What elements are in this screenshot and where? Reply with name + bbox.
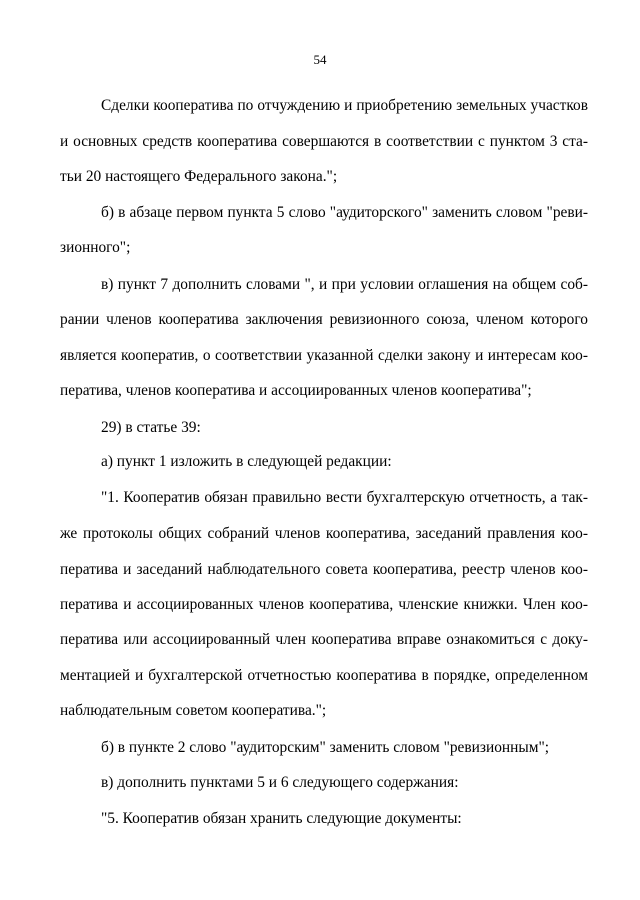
text-line: ператива и заседаний наблюдательного совета кооператива, реестр членов коо-: [60, 561, 588, 578]
text-line: и основных средств кооператива совершаются в соответствии с пунктом 3 ста-: [60, 133, 588, 150]
text-line: "1. Кооператив обязан правильно вести бухгалтерскую отчетность, а так-: [101, 489, 588, 506]
text-line: Сделки кооператива по отчуждению и приобретению земельных участков: [101, 97, 588, 114]
text-line: "5. Кооператив обязан хранить следующие документы:: [101, 810, 462, 827]
text-line: в) пункт 7 дополнить словами ", и при условии оглашения на общем соб-: [101, 276, 588, 293]
text-line: наблюдательным советом кооператива.";: [60, 702, 327, 719]
text-line: тьи 20 настоящего Федерального закона.";: [60, 168, 338, 185]
text-line: ператива, членов кооператива и ассоциированных членов кооператива";: [60, 382, 532, 399]
text-line: а) пункт 1 изложить в следующей редакции:: [101, 453, 392, 470]
text-line: в) дополнить пунктами 5 и 6 следующего содержания:: [101, 774, 459, 791]
text-line: ператива и ассоциированных членов кооператива, членские книжки. Член коо-: [60, 596, 588, 613]
page-number: 54: [313, 52, 327, 67]
text-line: б) в абзаце первом пункта 5 слово "аудиторского" заменить словом "реви-: [101, 204, 588, 221]
text-line: 29) в статье 39:: [101, 419, 201, 436]
text-line: зионного";: [60, 239, 131, 256]
text-line: ментацией и бухгалтерской отчетностью кооператива в порядке, определенном: [60, 667, 588, 684]
text-line: же протоколы общих собраний членов кооператива, заседаний правления коо-: [60, 525, 588, 542]
text-line: б) в пункте 2 слово "аудиторским" заменить словом "ревизионным";: [101, 739, 550, 756]
text-line: ператива или ассоциированный член кооператива вправе ознакомиться с доку-: [60, 631, 588, 648]
text-line: является кооператив, о соответствии указанной сделки закону и интересам коо-: [60, 347, 588, 364]
text-line: рании членов кооператива заключения ревизионного союза, членом которого: [60, 311, 588, 328]
